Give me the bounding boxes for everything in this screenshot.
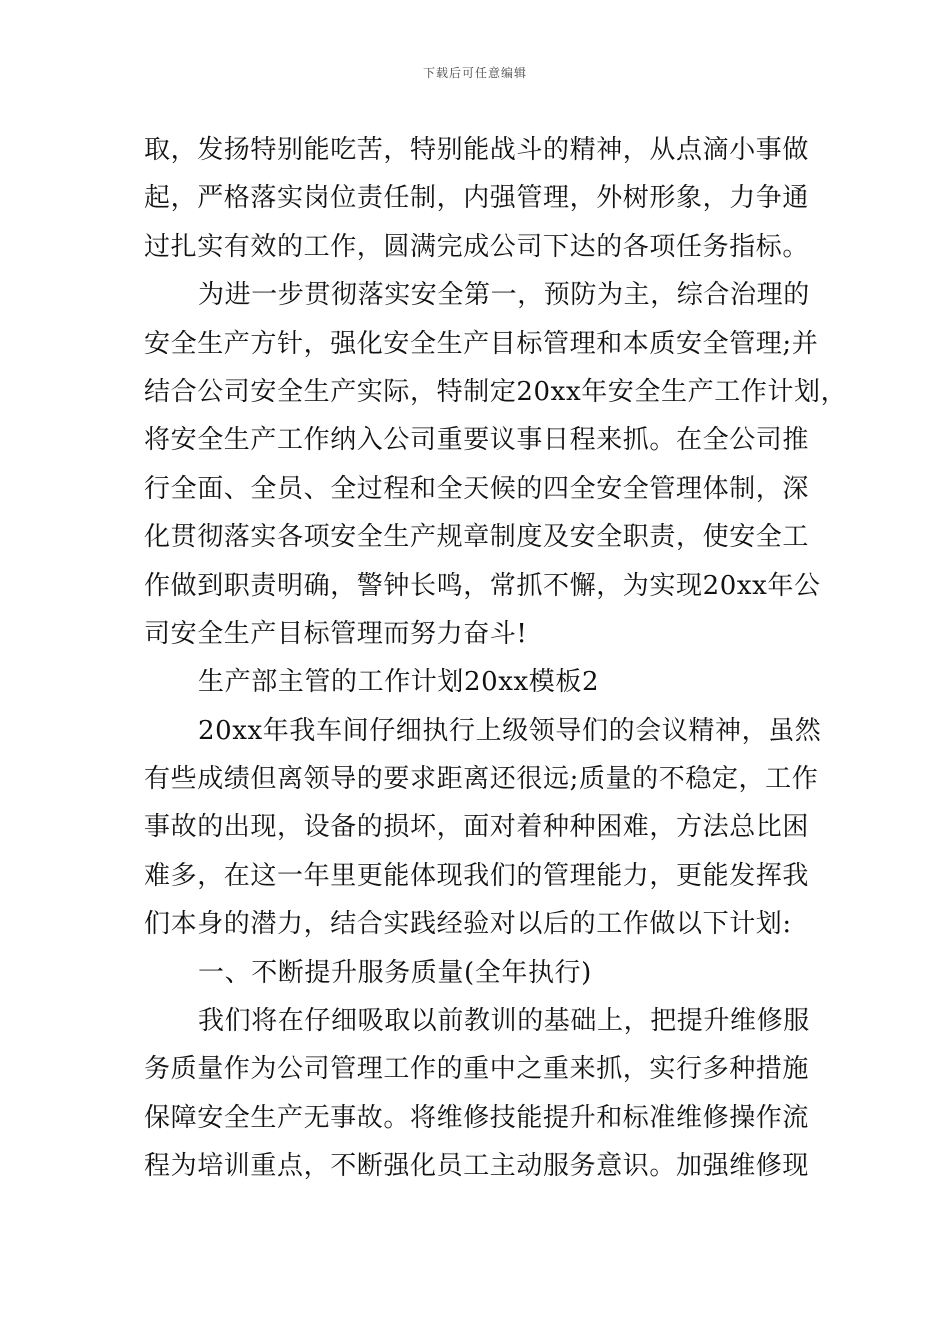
paragraph-line: 将安全生产工作纳入公司重要议事日程来抓。在全公司推 xyxy=(144,425,810,456)
paragraph-line: 行全面、全员、全过程和全天候的四全安全管理体制，深 xyxy=(144,473,810,504)
paragraph-line: 结合公司安全生产实际，特制定20xx年安全生产工作计划， xyxy=(144,376,848,407)
paragraph-line: 取，发扬特别能吃苦，特别能战斗的精神，从点滴小事做 xyxy=(144,135,810,165)
paragraph-line: 安全生产方针，强化安全生产目标管理和本质安全管理;并 xyxy=(144,328,819,359)
paragraph-line: 事故的出现，设备的损坏，面对着种种困难，方法总比困 xyxy=(144,812,810,843)
section-heading: 一、不断提升服务质量(全年执行) xyxy=(198,957,592,988)
paragraph-line: 起，严格落实岗位责任制，内强管理，外树形象，力争通 xyxy=(144,183,810,214)
paragraph-line: 程为培训重点，不断强化员工主动服务意识。加强维修现 xyxy=(144,1151,810,1182)
page-header: 下载后可任意编辑 xyxy=(422,66,527,80)
paragraph-line: 过扎实有效的工作，圆满完成公司下达的各项任务指标。 xyxy=(144,231,810,262)
document-body xyxy=(144,126,848,1191)
paragraph-line: 20xx年我车间仔细执行上级领导们的会议精神，虽然 xyxy=(198,715,822,746)
paragraph-line: 保障安全生产无事故。将维修技能提升和标准维修操作流 xyxy=(144,1102,810,1133)
paragraph-line: 务质量作为公司管理工作的重中之重来抓，实行多种措施 xyxy=(144,1054,810,1085)
paragraph-line: 们本身的潜力，结合实践经验对以后的工作做以下计划: xyxy=(144,909,792,940)
paragraph-line: 难多，在这一年里更能体现我们的管理能力，更能发挥我 xyxy=(144,860,810,891)
paragraph-line: 作做到职责明确，警钟长鸣，常抓不懈，为实现20xx年公 xyxy=(144,570,821,601)
paragraph-line: 为进一步贯彻落实安全第一，预防为主，综合治理的 xyxy=(198,280,810,311)
paragraph-line: 有些成绩但离领导的要求距离还很远;质量的不稳定，工作 xyxy=(144,764,819,795)
paragraph-line: 我们将在仔细吸取以前教训的基础上，把提升维修服 xyxy=(198,1006,810,1037)
paragraph-line: 司安全生产目标管理而努力奋斗! xyxy=(144,618,528,649)
section-heading: 生产部主管的工作计划20xx模板2 xyxy=(198,667,600,698)
paragraph-line: 化贯彻落实各项安全生产规章制度及安全职责，使安全工 xyxy=(144,522,810,553)
